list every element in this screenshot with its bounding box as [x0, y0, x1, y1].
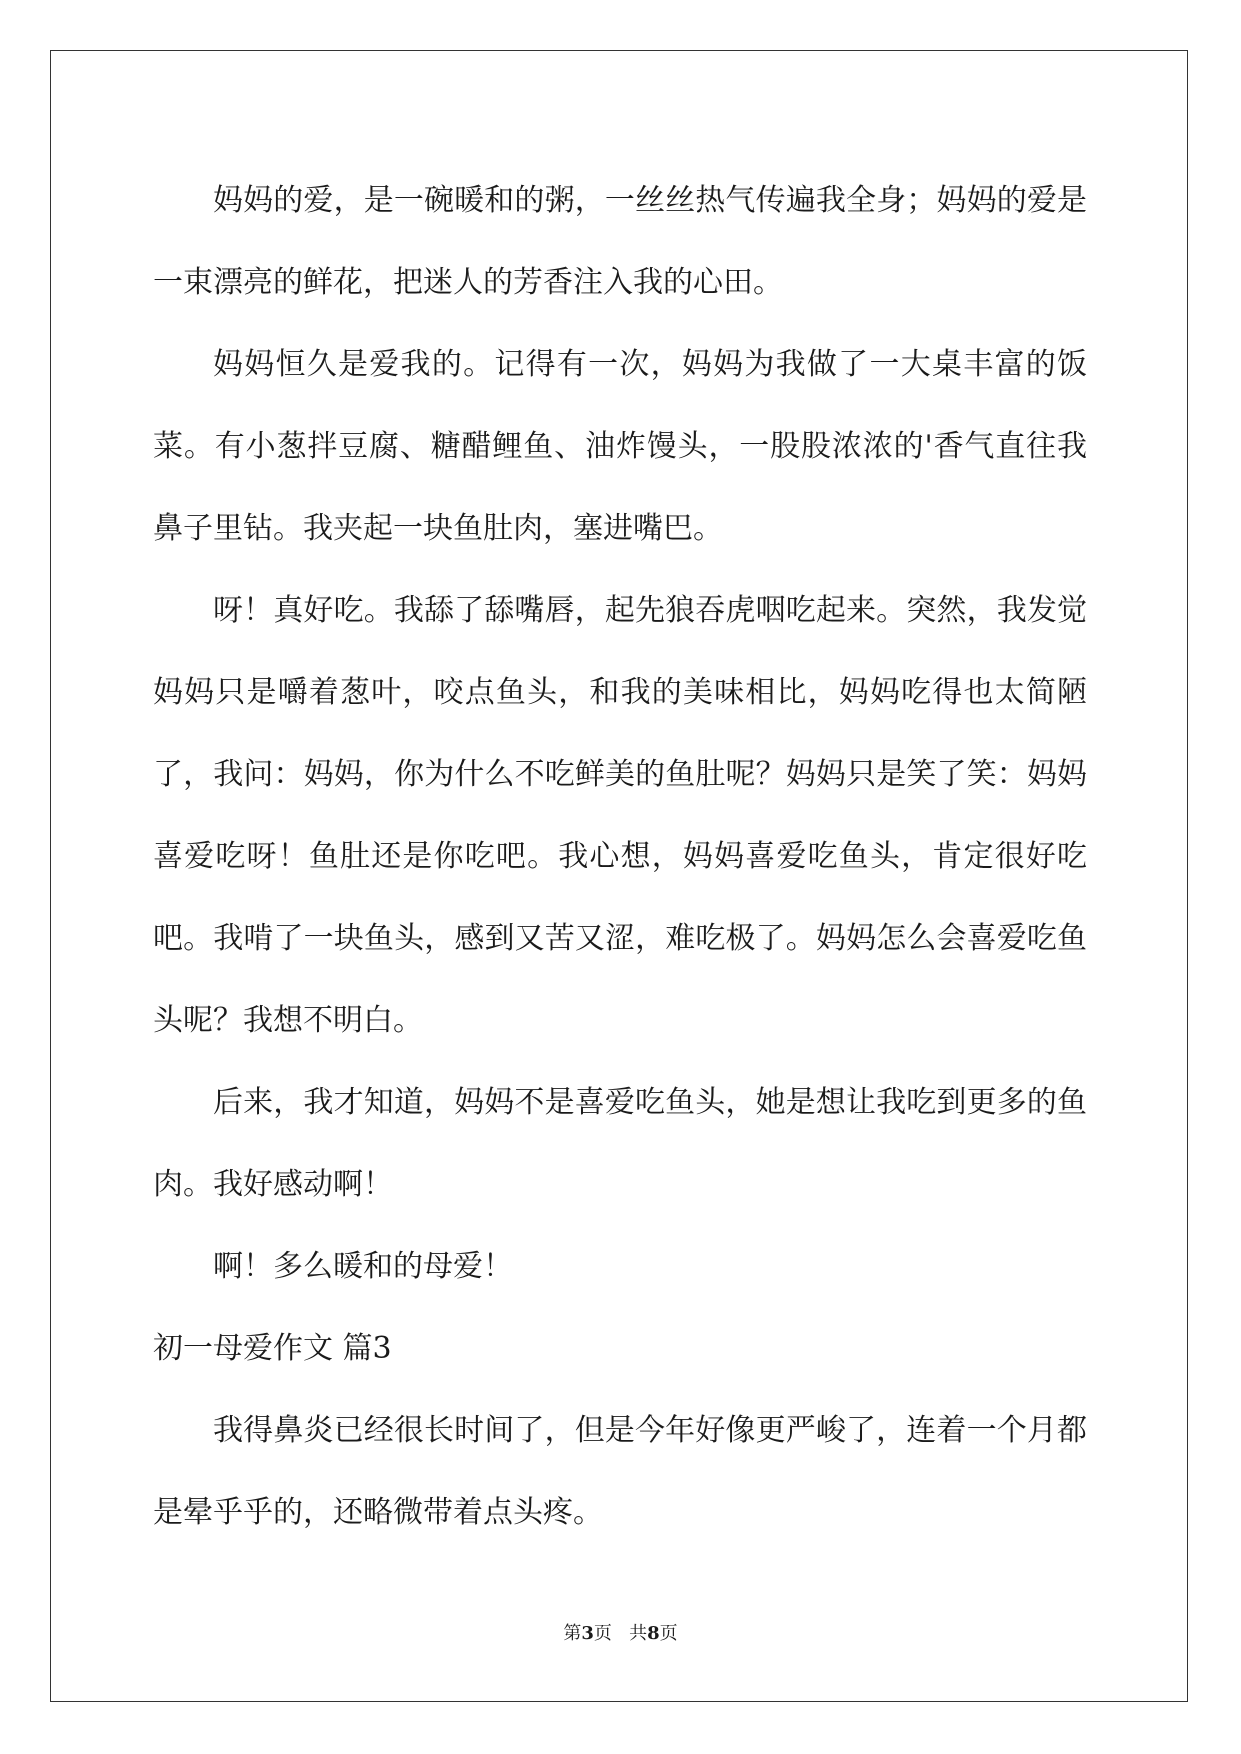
paragraph-6: 我得鼻炎已经很长时间了，但是今年好像更严峻了，连着一个月都是晕乎乎的，还略微带着点头疼。 [153, 1413, 1087, 1530]
footer-total-pages: 8 [647, 1623, 660, 1644]
footer-suffix: 页 [659, 1623, 678, 1644]
footer-prefix: 第 [563, 1623, 582, 1644]
paragraph-1: 妈妈的爱，是一碗暖和的粥，一丝丝热气传遍我全身；妈妈的爱是一束漂亮的鲜花，把迷人的芳香注入我的心田。 [153, 183, 1087, 300]
paragraph-2: 妈妈恒久是爱我的。记得有一次，妈妈为我做了一大桌丰富的饭菜。有小葱拌豆腐、糖醋鲤鱼、油炸馒头，一股股浓浓的'香气直往我鼻子里钻。我夹起一块鱼肚肉，塞进嘴巴。 [153, 347, 1087, 546]
section-heading: 初一母爱作文 篇3 [153, 1331, 392, 1366]
paragraph-5: 啊！多么暖和的母爱！ [213, 1249, 513, 1284]
footer-middle: 页 共 [593, 1623, 648, 1644]
page-footer [0, 1622, 1241, 1646]
paragraph-4: 后来，我才知道，妈妈不是喜爱吃鱼头，她是想让我吃到更多的鱼肉。我好感动啊！ [153, 1085, 1087, 1202]
document-body [153, 160, 1087, 1554]
paragraph-3: 呀！真好吃。我舔了舔嘴唇，起先狼吞虎咽吃起来。突然，我发觉妈妈只是嚼着葱叶，咬点鱼头，和我的美味相比，妈妈吃得也太简陋了，我问：妈妈，你为什么不吃鲜美的鱼肚呢？妈妈只是笑了笑：妈妈喜爱吃呀！鱼肚还是你吃吧。我心想，妈妈喜爱吃鱼头，肯定很好吃吧。我啃了一块鱼头，感到又苦又涩，难吃极了。妈妈怎么会喜爱吃鱼头呢？我想不明白。 [153, 593, 1087, 1038]
footer-current-page: 3 [581, 1623, 594, 1644]
